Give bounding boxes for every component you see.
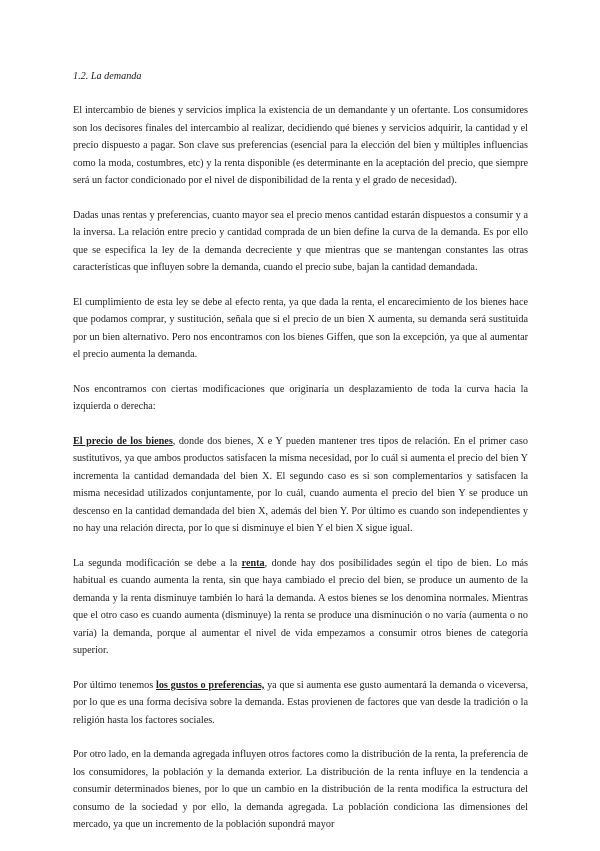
paragraph-gustos [73,677,528,729]
paragraph-renta-lead: La segunda modificación se debe a la [73,557,242,569]
paragraph-demanda-agregada: Por otro lado, en la demanda agregada influyen otros factores como la distribución de la renta, la preferencia de los consumidores, la población y la demanda exterior. La distribución de la renta influye en la tendencia a consumir determinados bienes, por lo que un cambio en la distribución de la renta modifica la estructura del consumo de la sociedad y por ello, la demanda agregada. La población condiciona las dimensiones del mercado, ya que un incremento de la población supondrá mayor [73,749,528,830]
paragraph-renta-text: , donde hay dos posibilidades según el tipo de bien. Lo más habitual es cuando aumenta la renta, sin que haya cambiado el precio del bien, se produce un aumento de la demanda y la renta disminuye también lo hará la demanda. A estos bienes se los denomina normales. Mientras que el otro caso es cuando aumenta (disminuye) la renta se produce una disminución o no varía (aumenta o no varía) la demanda, porque al aumentar el nivel de vida empezamos a consumir otros bienes de categoría superior. [73,557,529,656]
keyword-renta: renta [241,557,265,569]
paragraph-modificaciones: Nos encontramos con ciertas modificaciones que originaría un desplazamiento de toda la curva hacia la izquierda o derecha: [73,383,528,413]
paragraph-precio-bienes [73,433,528,537]
paragraph-renta [73,555,528,659]
paragraph-gustos-text: ya que si aumenta ese gusto aumentará la demanda o viceversa, por lo que es una forma decisiva sobre la demanda. Estas provienen de factores que van desde la tradición o la religión hasta los factores sociales. [73,679,528,726]
section-heading: 1.2. La demanda [73,71,142,82]
keyword-precio-bienes: El precio de los bienes [73,436,173,448]
paragraph-precio-bienes-text: , donde dos bienes, X e Y pueden mantener tres tipos de relación. En el primer caso sustitutivos, ya que ambos productos satisfacen la misma necesidad, por lo cuál si aumenta el precio del bien Y incrementa la cantidad demandada del bien X. El segundo caso es si son complementarios y satisfacen la misma necesidad utilizados conjuntamente, por lo cuál, cuando aumenta el precio del bien Y se produce un descenso en la cantidad demandada del bien X, además del bien Y. Por último es cuando son independientes y no hay una relación directa, por lo que si disminuye el bien Y el bien X sigue igual. [73,436,528,535]
document-body [73,68,528,851]
paragraph-intercambio: El intercambio de bienes y servicios implica la existencia de un demandante y un ofertante. Los consumidores son los decisores finales del intercambio al realizar, decidiendo qué bienes y servicios adquirir, la cantidad y el precio dispuesto a pagar. Son clave sus preferencias (esencial para la elección del bien y múltiples influencias como la moda, costumbres, etc) y la renta disponible (es determinante en la aceptación del precio, que siempre será un factor condicionado por el nivel de disponibilidad de la renta y el grado de necesidad). [73,105,528,187]
paragraph-efecto-renta: El cumplimiento de esta ley se debe al efecto renta, ya que dada la renta, el encarecimiento de los bienes hace que podamos comprar, y sustitución, señala que si el precio de un bien X aumenta, su demanda será sustituida por un bien alternativo. Pero nos encontramos con los bienes Giffen, que son la excepción, ya que al aumentar el precio aumenta la demanda. [73,296,528,361]
paragraph-ley-demanda: Dadas unas rentas y preferencias, cuanto mayor sea el precio menos cantidad estarán dispuestos a consumir y a la inversa. La relación entre precio y cantidad comprada de un bien define la curva de la demanda. Es por ello que se especifica la ley de la demanda decreciente y que mientras que se mantengan constantes las otras características que influyen sobre la demanda, cuando el precio sube, bajan la cantidad demandada. [73,209,528,274]
paragraph-gustos-lead: Por último tenemos [73,679,156,691]
keyword-gustos-preferencias: los gustos o preferencias, [155,679,265,691]
